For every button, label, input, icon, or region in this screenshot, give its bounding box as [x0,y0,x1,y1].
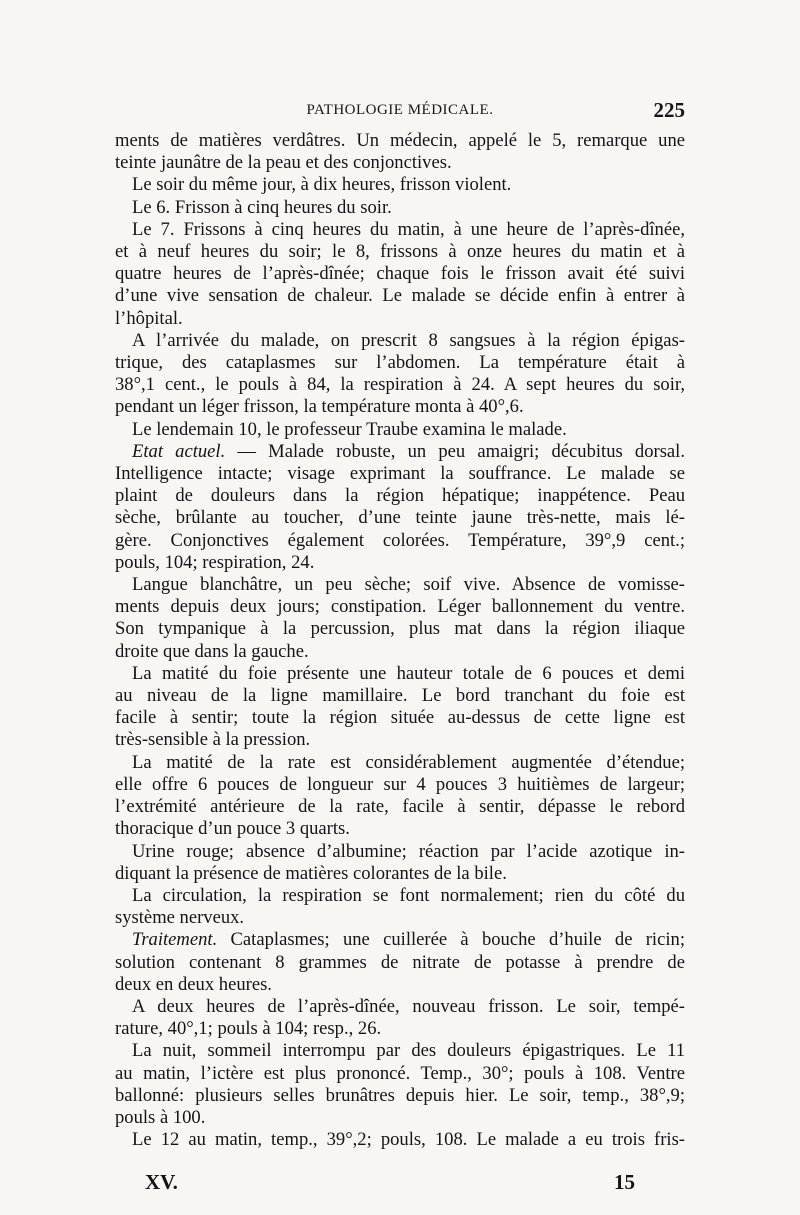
line-text: Langue blanchâtre, un peu sèche; soif vive. Absence de vomisse- [132,574,685,596]
text-line [115,352,685,374]
text-line [115,885,685,907]
text-line [115,796,685,818]
line-text: — Malade robuste, un peu amaigri; décubitus dorsal. [237,440,685,462]
line-text: solution contenant 8 grammes de nitrate de potasse à prendre de [115,951,685,973]
text-line [115,463,685,485]
line-text: sèche, brûlante au toucher, d’une teinte jaune très-nette, mais lé- [115,507,685,529]
text-line [115,907,685,929]
text-line [115,241,685,263]
text-line [115,1129,685,1151]
line-text: A l’arrivée du malade, on prescrit 8 sangsues à la région épigas- [132,329,685,351]
line-text: La matité de la rate est considérablement augmentée d’étendue; [132,751,685,773]
text-line [115,552,685,574]
line-text: La nuit, sommeil interrompu par des douleurs épigastriques. Le 11 [132,1040,685,1062]
text-line [115,952,685,974]
text-line [115,752,685,774]
text-line [115,1063,685,1085]
printer-signature: XV. [145,1170,178,1194]
page-footer [145,1170,635,1200]
line-text: pouls, 104; respiration, 24. [115,551,315,573]
line-text: système nerveux. [115,907,245,929]
line-text: Cataplasmes; une cuillerée à bouche d’huile de ricin; [230,929,685,951]
line-text: rature, 40°,1; pouls à 104; resp., 26. [115,1018,382,1040]
line-text: deux en deux heures. [115,973,272,995]
line-text: ments depuis deux jours; constipation. Léger ballonnement du ventre. [115,596,685,618]
page-header [115,98,685,122]
line-text: teinte jaunâtre de la peau et des conjonctives. [115,152,452,174]
text-line [115,174,685,196]
text-line [115,197,685,219]
running-head: PATHOLOGIE MÉDICALE. [306,102,494,118]
line-text: Urine rouge; absence d’albumine; réaction par l’acide azotique in- [132,840,685,862]
text-line [115,1107,685,1129]
text-line [115,974,685,996]
signature-number: 15 [614,1170,635,1194]
line-text: Le lendemain 10, le professeur Traube examina le malade. [132,418,567,440]
text-line [115,1018,685,1040]
line-text: quatre heures de l’après-dînée; chaque fois le frisson avait été suivi [115,263,685,285]
line-text: elle offre 6 pouces de longueur sur 4 pouces 3 huitièmes de largeur; [115,773,685,795]
line-text: pouls à 100. [115,1106,206,1128]
text-line [115,263,685,285]
section-label: Etat actuel. [132,440,226,462]
text-line [115,374,685,396]
line-text: La circulation, la respiration se font normalement; rien du côté du [132,884,685,906]
text-line [115,729,685,751]
section-label: Traitement. [132,929,218,951]
text-line [115,707,685,729]
line-text: ballonné: plusieurs selles brunâtres depuis hier. Le soir, temp., 38°,9; [115,1084,685,1106]
text-line [115,441,685,463]
line-text: La matité du foie présente une hauteur totale de 6 pouces et demi [132,662,685,684]
line-text: Son tympanique à la percussion, plus mat dans la région iliaque [115,618,685,640]
text-line [115,219,685,241]
text-line [115,574,685,596]
line-text: ments de matières verdâtres. Un médecin, appelé le 5, remarque une [115,130,685,151]
line-text: Le 6. Frisson à cinq heures du soir. [132,196,392,218]
line-text: diquant la présence de matières colorantes de la bile. [115,862,507,884]
line-text: l’extrémité antérieure de la rate, facile à sentir, dépasse le rebord [115,796,685,818]
text-line [115,929,685,951]
text-line [115,152,685,174]
line-text: Le 12 au matin, temp., 39°,2; pouls, 108. Le malade a eu trois fris- [132,1129,685,1151]
line-text: plaint de douleurs dans la région hépatique; inappétence. Peau [115,485,685,507]
text-line [115,396,685,418]
line-text: Intelligence intacte; visage exprimant la souffrance. Le malade se [115,463,685,485]
text-line [115,1085,685,1107]
text-line [115,596,685,618]
line-text: Le 7. Frissons à cinq heures du matin, à une heure de l’après-dînée, [132,218,685,240]
text-line [115,285,685,307]
text-line [115,996,685,1018]
line-text: et à neuf heures du soir; le 8, frissons à onze heures du matin et à [115,241,685,263]
line-text: facile à sentir; toute la région située au-dessus de cette ligne est [115,707,685,729]
text-line [115,485,685,507]
line-text: gère. Conjonctives également colorées. Température, 39°,9 cent.; [115,529,685,551]
line-text: au matin, l’ictère est plus prononcé. Temp., 30°; pouls à 108. Ventre [115,1062,685,1084]
line-text: trique, des cataplasmes sur l’abdomen. La température était à [115,352,685,374]
page-number: 225 [653,98,685,122]
text-line [115,841,685,863]
text-line [115,1040,685,1062]
line-text: droite que dans la gauche. [115,640,309,662]
text-line [115,774,685,796]
text-line [115,641,685,663]
line-text: au niveau de la ligne mamillaire. Le bord tranchant du foie est [115,685,685,707]
text-line [115,818,685,840]
line-text: pendant un léger frisson, la température monta à 40°,6. [115,396,524,418]
text-line [115,419,685,441]
text-line [115,530,685,552]
line-text: A deux heures de l’après-dînée, nouveau frisson. Le soir, tempé- [132,995,685,1017]
text-line [115,308,685,330]
text-line [115,863,685,885]
line-text: l’hôpital. [115,307,183,329]
line-text: 38°,1 cent., le pouls à 84, la respiration à 24. A sept heures du soir, [115,374,685,396]
text-line [115,663,685,685]
line-text: d’une vive sensation de chaleur. Le malade se décide enfin à entrer à [115,285,685,307]
line-text: thoracique d’un pouce 3 quarts. [115,818,350,840]
text-line [115,618,685,640]
line-text: très-sensible à la pression. [115,729,311,751]
text-line [115,330,685,352]
body-text [115,130,685,1151]
text-line [115,507,685,529]
text-line [115,685,685,707]
line-text: Le soir du même jour, à dix heures, frisson violent. [132,174,512,196]
text-line [115,130,685,152]
